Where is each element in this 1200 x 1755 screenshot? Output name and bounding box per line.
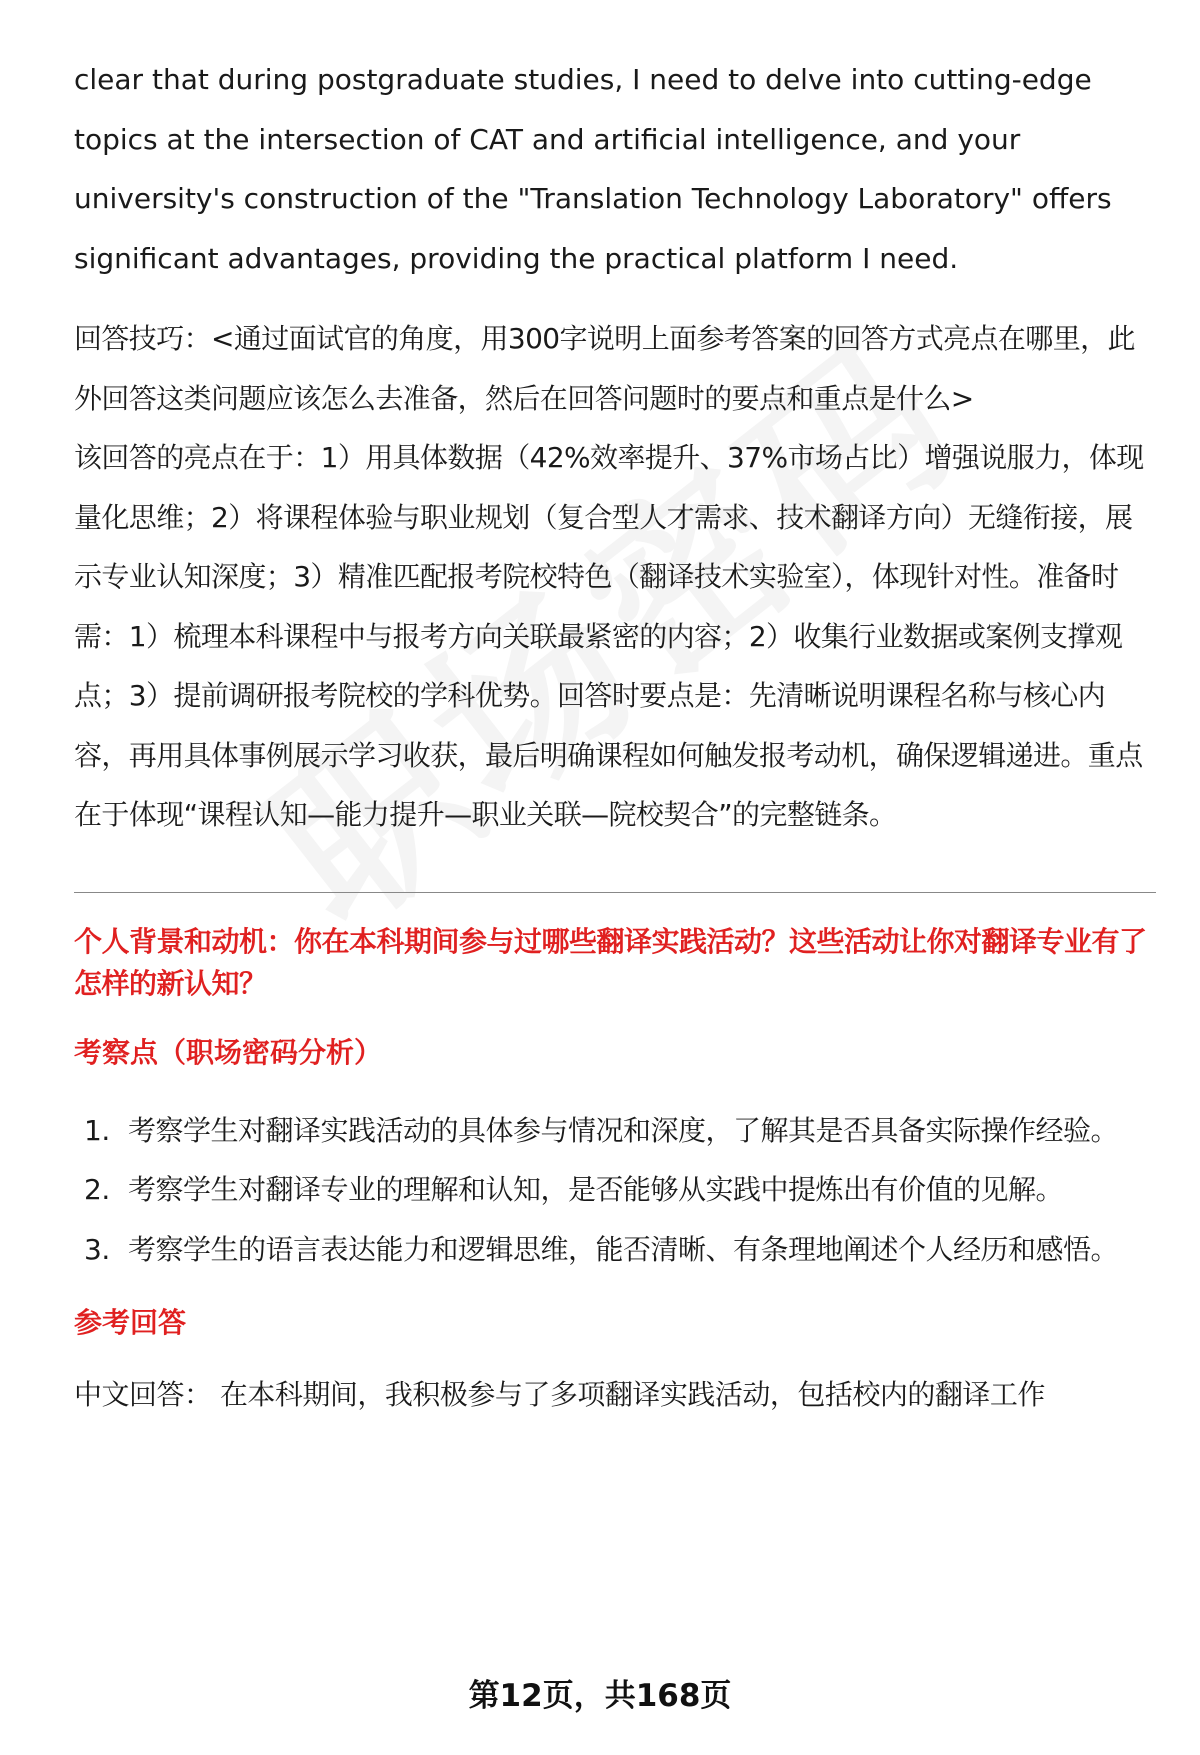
assessment-list — [74, 1101, 1154, 1280]
list-item — [74, 1101, 1154, 1161]
answer-tips-prompt: 回答技巧：<通过面试官的角度，用300字说明上面参考答案的回答方式亮点在哪里，此外回答这类问题应该怎么去准备，然后在回答问题时的要点和重点是什么> — [74, 322, 1135, 415]
question-heading: 个人背景和动机：你在本科期间参与过哪些翻译实践活动？这些活动让你对翻译专业有了怎样的新认知？ — [74, 924, 1147, 1000]
page-content — [74, 50, 1154, 1425]
reference-heading: 参考回答 — [74, 1306, 187, 1339]
list-item-text: 考察学生的语言表达能力和逻辑思维，能否清晰、有条理地阐述个人经历和感悟。 — [128, 1232, 1119, 1266]
list-item — [74, 1160, 1154, 1220]
section-divider — [74, 892, 1156, 893]
page-number-footer: 第12页，共168页 — [468, 1678, 732, 1714]
reference-answer-text: 中文回答： 在本科期间，我积极参与了多项翻译实践活动，包括校内的翻译工作 — [74, 1378, 1045, 1411]
answer-tips-body: 该回答的亮点在于：1）用具体数据（42%效率提升、37%市场占比）增强说服力，体现量化思维；2）将课程体验与职业规划（复合型人才需求、技术翻译方向）无缝衔接，展示专业认知深度；3）精准匹配报考院校特色（翻译技术实验室），体现针对性。准备时需：1）梳理本科课程中与报考方向关联最紧密的内容；2）收集行业数据或案例支撑观点；3）提前调研报考院校的学科优势。回答时要点是：先清晰说明课程名称与核心内容，再用具体事例展示学习收获，最后明确课程如何触发报考动机，确保逻辑递进。重点在于体现“课程认知—能力提升—职业关联—院校契合”的完整链条。 — [74, 441, 1144, 831]
list-item-number: 2. — [84, 1173, 110, 1206]
list-item — [74, 1220, 1154, 1280]
list-item-text: 考察学生对翻译专业的理解和认知，是否能够从实践中提炼出有价值的见解。 — [128, 1173, 1064, 1206]
intro-paragraph: clear that during postgraduate studies, I need to delve into cutting-edge topics at the intersection of CAT and artificial intelligence, and your university's construction of the "Translation Technology Laboratory" offers significant advantages, providing the practical platform I need. — [74, 63, 1112, 275]
list-item-number: 1. — [84, 1113, 110, 1147]
list-item-text: 考察学生对翻译实践活动的具体参与情况和深度，了解其是否具备实际操作经验。 — [128, 1113, 1119, 1147]
assessment-heading: 考察点（职场密码分析） — [74, 1035, 383, 1069]
list-item-number: 3. — [84, 1232, 110, 1266]
